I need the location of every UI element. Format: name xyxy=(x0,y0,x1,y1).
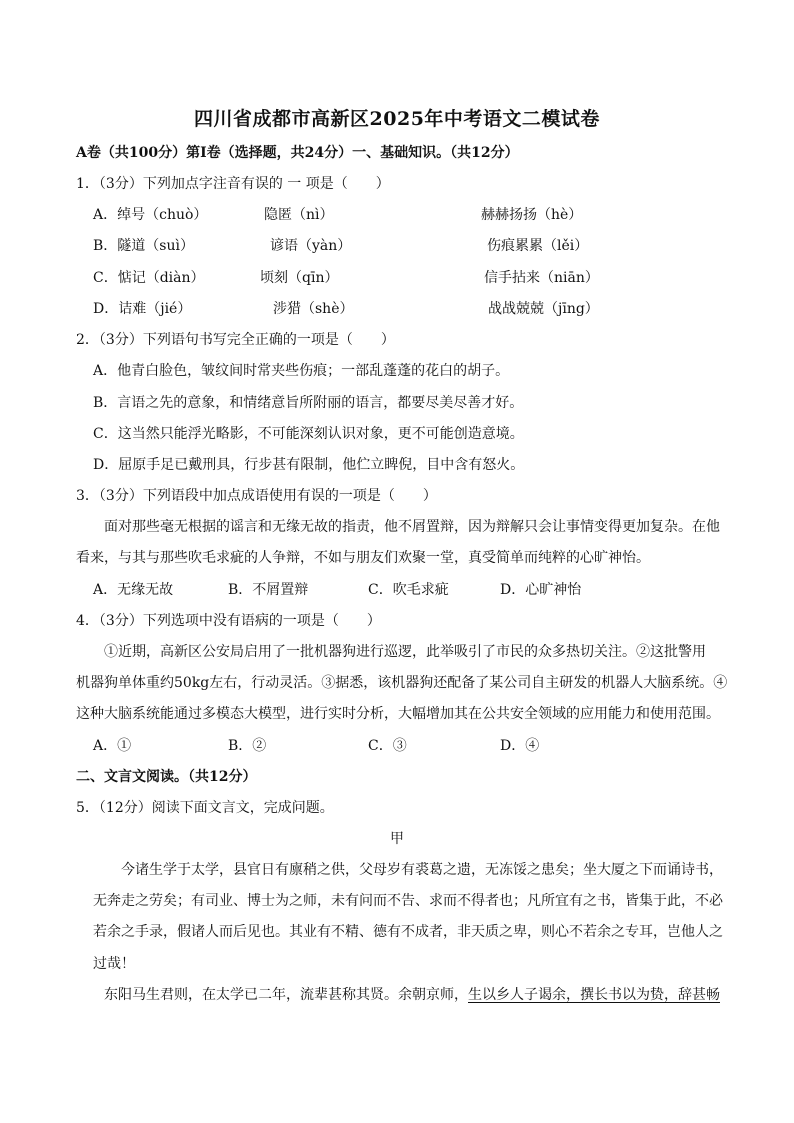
q5-passage2-underlined: 生以乡人子谒余，撰长书以为贽，辞甚畅 xyxy=(468,987,720,1003)
q5-passage2-line-1 xyxy=(104,986,720,1004)
q2-option-b: B．言语之先的意象，和情绪意旨所附丽的语言，都要尽美尽善才好。 xyxy=(93,395,524,411)
q1-a-col2: 隐匿（nì） xyxy=(264,207,334,223)
q4-passage-line-1: ①近期，高新区公安局启用了一批机器狗进行巡逻，此举吸引了市民的众多热切关注。②这批警用 xyxy=(104,644,706,660)
q5-stem: 5．（12分）阅读下面文言文，完成问题。 xyxy=(76,800,334,816)
q1-a-col1: A．绰号（chuò） xyxy=(93,207,208,223)
q2-option-c: C．这当然只能浮光略影，不可能深刻认识对象，更不可能创造意境。 xyxy=(93,426,524,442)
q2-stem: 2．（3分）下列语句书写完全正确的一项是（ ） xyxy=(76,332,395,348)
q1-b-col3: 伤痕累累（lěi） xyxy=(487,238,589,254)
q3-passage-line-2: 看来，与其与那些吹毛求疵的人争辩，不如与朋友们欢聚一堂，真受简单而纯粹的心旷神怡。 xyxy=(76,550,650,566)
q4-option-c: C．③ xyxy=(368,738,407,754)
page-title: 四川省成都市高新区2025年中考语文二模试卷 xyxy=(194,108,600,130)
q4-passage-line-3: 这种大脑系统能通过多模态大模型，进行实时分析，大幅增加其在公共安全领域的应用能力和使用范围。 xyxy=(76,706,720,722)
q3-option-a: A．无缘无故 xyxy=(93,582,174,598)
q4-option-a: A．① xyxy=(93,738,132,754)
q4-option-d: D．④ xyxy=(500,738,540,754)
q3-passage-line-1: 面对那些毫无根据的谣言和无缘无故的指责，他不屑置辩，因为辩解只会让事情变得更加复杂。在他 xyxy=(104,519,720,535)
q2-option-a: A．他青白脸色，皱纹间时常夹些伤痕；一部乱蓬蓬的花白的胡子。 xyxy=(93,363,510,379)
q4-option-b: B．② xyxy=(228,738,267,754)
q1-c-col2: 顷刻（qīn） xyxy=(260,270,339,286)
section-2-heading: 二、文言文阅读。（共12分） xyxy=(76,769,257,785)
q1-a-col3: 赫赫扬扬（hè） xyxy=(481,207,583,223)
q1-d-col3: 战战兢兢（jīng） xyxy=(488,301,599,317)
q2-option-d: D．屈原手足已戴刑具，行步甚有限制，他伫立睥倪，目中含有怒火。 xyxy=(93,457,525,473)
passage-jia-label: 甲 xyxy=(390,831,404,847)
q4-stem: 4．（3分）下列选项中没有语病的一项是（ ） xyxy=(76,613,381,629)
q3-option-d: D．心旷神怡 xyxy=(500,582,582,598)
q1-c-col3: 信手拈来（niān） xyxy=(484,270,599,286)
q5-passage1-line-4: 过哉！ xyxy=(93,956,135,972)
q3-stem: 3．（3分）下列语段中加点成语使用有误的一项是（ ） xyxy=(76,488,437,504)
q3-option-c: C．吹毛求疵 xyxy=(368,582,449,598)
q1-stem: 1．（3分）下列加点字注音有误的 一 项是（ ） xyxy=(76,176,390,192)
q5-passage1-line-1: 今诸生学于太学，县官日有廪稍之供，父母岁有裘葛之遗，无冻馁之患矣；坐大厦之下而诵诗书， xyxy=(121,862,723,878)
q1-b-col1: B．隧道（suì） xyxy=(93,238,194,254)
q5-passage1-line-3: 若余之手录，假诸人而后见也。其业有不精、德有不成者，非天质之卑，则心不若余之专耳，岂他人之 xyxy=(93,924,723,940)
section-a-heading: A卷（共100分）第Ⅰ卷（选择题，共24分）一、基础知识。（共12分） xyxy=(76,145,519,161)
q4-passage-line-2: 机器狗单体重约50kg左右，行动灵活。③据悉，该机器狗还配备了某公司自主研发的机器人大脑系统。④ xyxy=(76,675,728,691)
q1-c-col1: C．惦记（diàn） xyxy=(93,270,205,286)
q1-d-col1: D．诘难（jié） xyxy=(93,301,192,317)
q3-option-b: B．不屑置辩 xyxy=(228,582,309,598)
q1-d-col2: 涉猎（shè） xyxy=(273,301,354,317)
q5-passage2-plain: 东阳马生君则，在太学已二年，流辈甚称其贤。余朝京师， xyxy=(104,987,468,1003)
q5-passage1-line-2: 无奔走之劳矣；有司业、博士为之师，未有问而不告、求而不得者也；凡所宜有之书，皆集于此，不必 xyxy=(93,893,723,909)
q1-b-col2: 谚语（yàn） xyxy=(270,238,352,254)
